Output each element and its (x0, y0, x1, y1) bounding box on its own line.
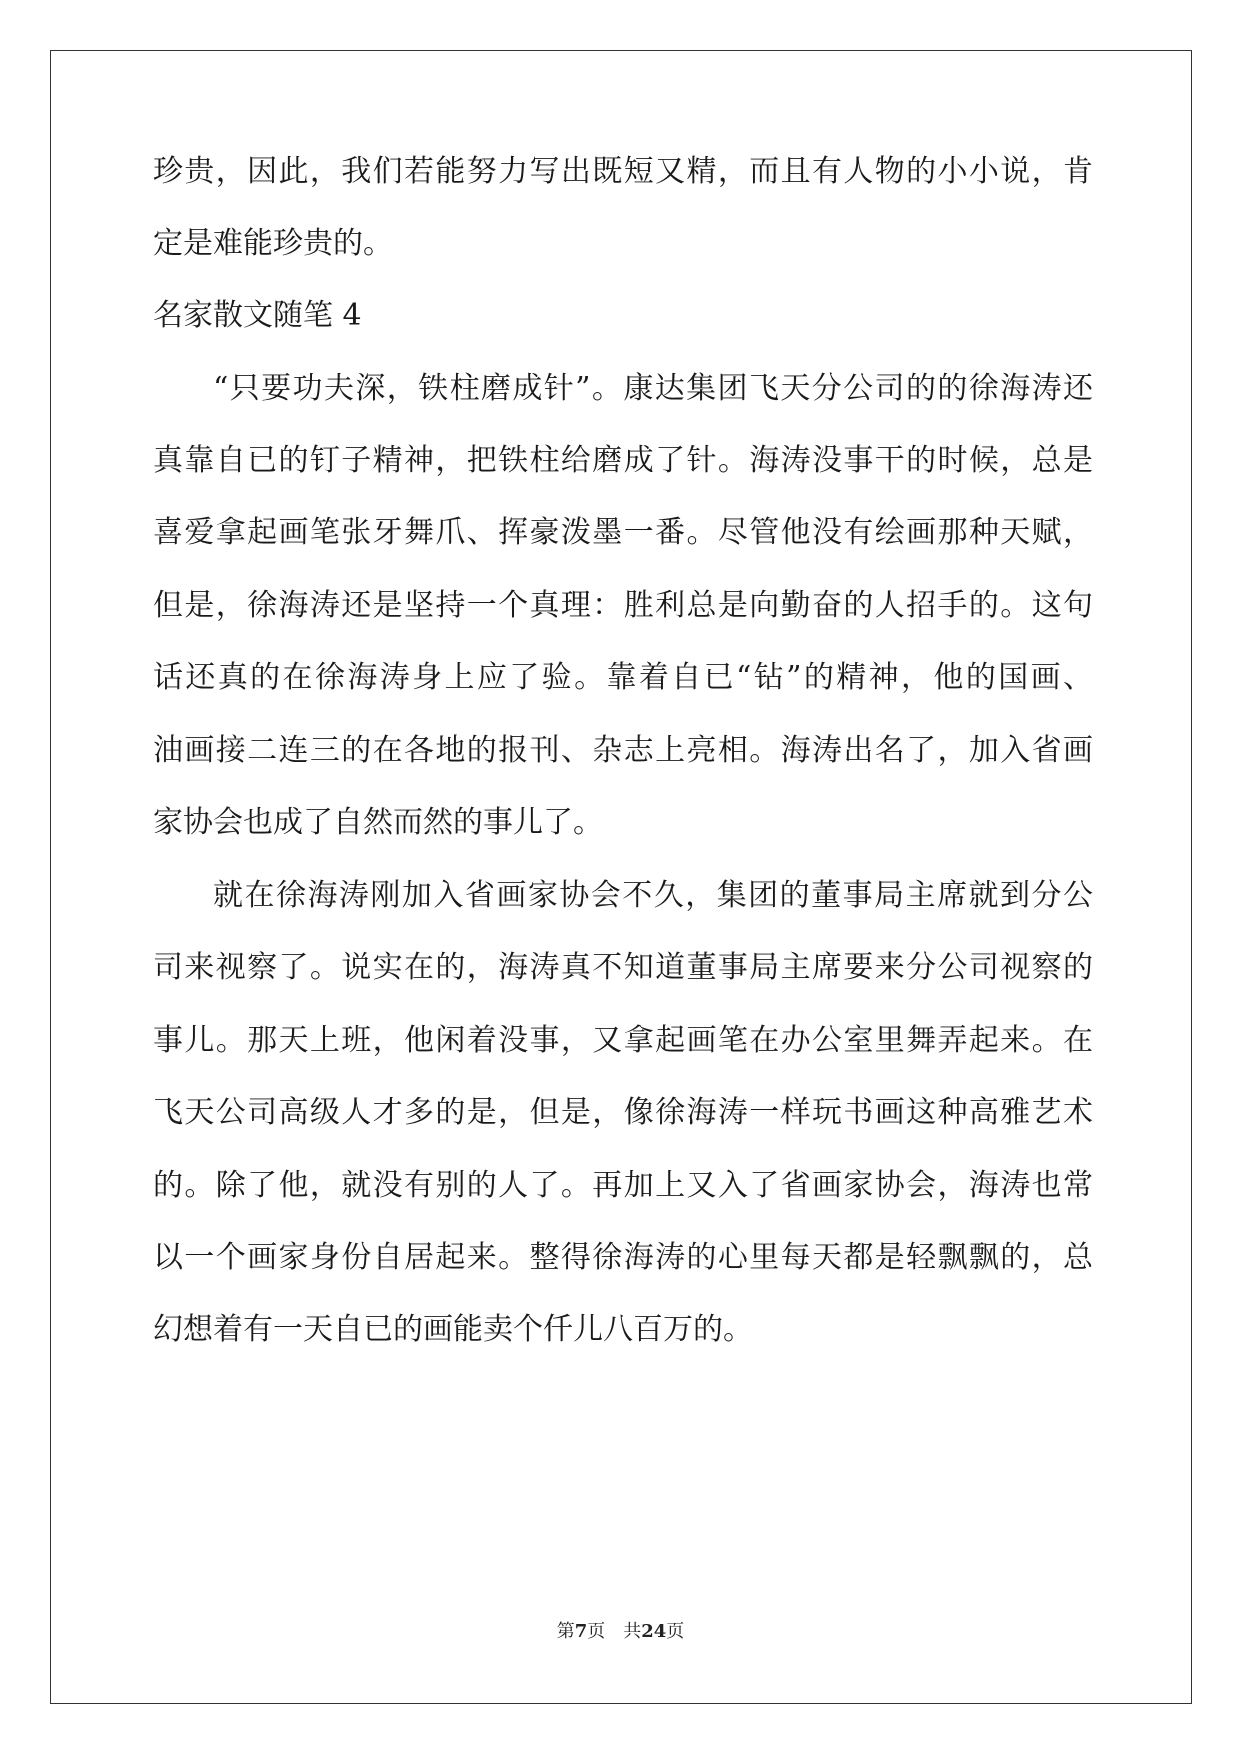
text-line: 的。除了他，就没有别的人了。再加上又入了省画家协会，海涛也常 (153, 1168, 1093, 1203)
footer-total-suffix: 页 (666, 1621, 685, 1642)
text-line: 油画接二连三的在各地的报刊、杂志上亮相。海涛出名了，加入省画 (153, 733, 1093, 768)
text-line: 就在徐海涛刚加入省画家协会不久，集团的董事局主席就到分公 (213, 878, 1093, 913)
text-line: 幻想着有一天自已的画能卖个仟儿八百万的。 (153, 1312, 753, 1347)
section-heading: 名家散文随笔 4 (153, 298, 362, 333)
text-line: “只要功夫深，铁柱磨成针”。康达集团飞天分公司的的徐海涛还 (213, 371, 1093, 406)
text-line: 司来视察了。说实在的，海涛真不知道董事局主席要来分公司视察的 (153, 950, 1093, 985)
text-line: 话还真的在徐海涛身上应了验。靠着自已“钻”的精神，他的国画、 (153, 660, 1093, 695)
text-line: 真靠自已的钉子精神，把铁柱给磨成了针。海涛没事干的时候，总是 (153, 443, 1093, 478)
text-line: 珍贵，因此，我们若能努力写出既短又精，而且有人物的小小说，肯 (153, 154, 1093, 189)
page-footer (0, 1620, 1241, 1644)
text-line: 以一个画家身份自居起来。整得徐海涛的心里每天都是轻飘飘的，总 (153, 1240, 1093, 1275)
text-line: 定是难能珍贵的。 (153, 226, 393, 261)
text-line: 喜爱拿起画笔张牙舞爪、挥豪泼墨一番。尽管他没有绘画那种天赋， (153, 515, 1093, 550)
footer-total-prefix: 共 (623, 1621, 642, 1642)
text-line: 飞天公司高级人才多的是，但是，像徐海涛一样玩书画这种高雅艺术 (153, 1095, 1093, 1130)
current-page-number: 7 (574, 1621, 588, 1642)
footer-prefix: 第 (556, 1621, 575, 1642)
text-line: 事儿。那天上班，他闲着没事，又拿起画笔在办公室里舞弄起来。在 (153, 1023, 1093, 1058)
text-line: 家协会也成了自然而然的事儿了。 (153, 805, 603, 840)
footer-page-suffix: 页 (587, 1621, 606, 1642)
total-page-number: 24 (641, 1621, 667, 1642)
text-line: 但是，徐海涛还是坚持一个真理：胜利总是向勤奋的人招手的。这句 (153, 588, 1093, 623)
